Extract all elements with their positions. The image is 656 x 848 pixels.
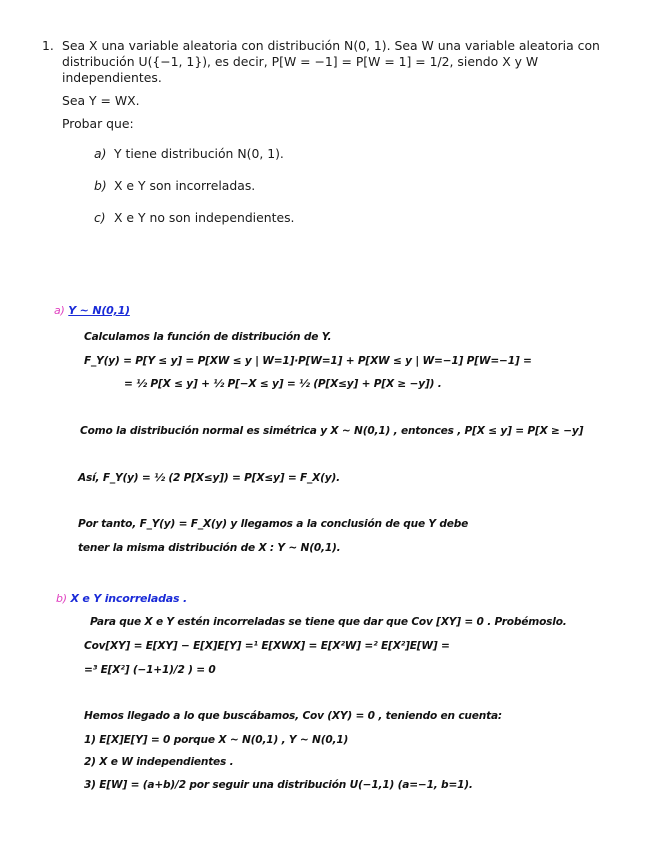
item-text: X e Y no son independientes. — [114, 210, 295, 225]
solution-a-line: = ½ P[X ≤ y] + ½ P[−X ≤ y] = ½ (P[X≤y] + P[X ≥ −y]) . — [124, 378, 442, 390]
item-text: X e Y son incorreladas. — [114, 178, 256, 193]
problem-item-c — [94, 210, 617, 226]
solution-a-line: tener la misma distribución de X : Y ~ N(0,1). — [78, 542, 341, 554]
item-text: Y tiene distribución N(0, 1). — [114, 146, 284, 161]
statement-line: Sea X una variable aleatoria con distribución N(0, 1). Sea W una variable aleatoria con — [62, 38, 600, 53]
solution-a-line: Por tanto, F_Y(y) = F_X(y) y llegamos a la conclusión de que Y debe — [78, 518, 469, 530]
item-label: a) — [94, 146, 107, 161]
solution-a-line: Como la distribución normal es simétrica y X ~ N(0,1) , entonces , P[X ≤ y] = P[X ≥ −y] — [80, 425, 584, 437]
statement-line: independientes. — [62, 70, 162, 85]
solution-b-marker: b) — [56, 592, 67, 605]
solution-a-title: Y ~ N(0,1) — [68, 304, 130, 317]
solution-a-marker: a) — [54, 304, 65, 317]
solution-b-heading — [56, 592, 187, 605]
solution-b-line: 2) X e W independientes . — [84, 756, 234, 768]
problem-number: 1. — [42, 38, 54, 53]
problem-item-a — [94, 146, 617, 162]
solution-b-line: Para que X e Y estén incorreladas se tiene que dar que Cov [XY] = 0 . Probémoslo. — [90, 616, 567, 628]
solution-b-line: =³ E[X²] (−1+1)/2 ) = 0 — [84, 664, 216, 676]
definition-line: Sea Y = WX. — [62, 93, 140, 108]
solution-b-line: Hemos llegado a lo que buscábamos, Cov (XY) = 0 , teniendo en cuenta: — [84, 710, 502, 722]
solution-a-line: F_Y(y) = P[Y ≤ y] = P[XW ≤ y | W=1]·P[W=1] + P[XW ≤ y | W=−1] P[W=−1] = — [84, 355, 532, 367]
solution-a-heading — [54, 304, 130, 317]
solution-b-line: 3) E[W] = (a+b)/2 por seguir una distribución U(−1,1) (a=−1, b=1). — [84, 779, 473, 791]
problem-items — [94, 146, 617, 226]
statement-line: distribución U({−1, 1}), es decir, P[W = −1] = P[W = 1] = 1/2, siendo X y W — [62, 54, 539, 69]
problem-item-b — [94, 178, 617, 194]
problem-statement — [42, 38, 617, 242]
problem-body — [62, 38, 617, 226]
solution-b-line: Cov[XY] = E[XY] − E[X]E[Y] =¹ E[XWX] = E[X²W] =² E[X²]E[W] = — [84, 640, 450, 652]
solution-a-line: Así, F_Y(y) = ½ (2 P[X≤y]) = P[X≤y] = F_X(y). — [78, 472, 340, 484]
item-label: b) — [94, 178, 107, 193]
prove-line: Probar que: — [62, 116, 134, 131]
solution-b-title: X e Y incorreladas . — [70, 592, 187, 605]
item-label: c) — [94, 210, 106, 225]
solution-a-line: Calculamos la función de distribución de Y. — [84, 331, 332, 343]
solution-b-line: 1) E[X]E[Y] = 0 porque X ~ N(0,1) , Y ~ N(0,1) — [84, 734, 349, 746]
